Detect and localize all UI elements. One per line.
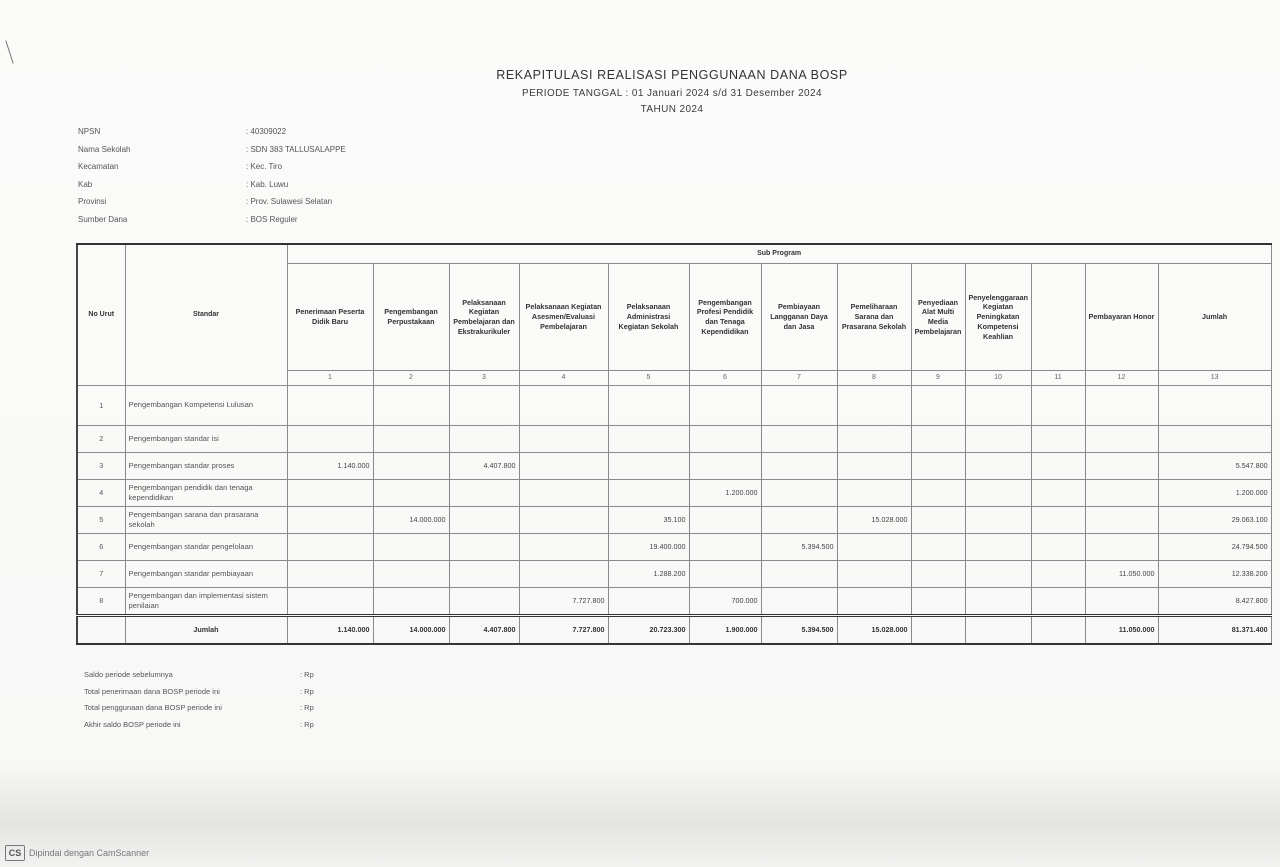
row-standar: Pengembangan standar proses (125, 453, 287, 480)
column-number: 3 (449, 371, 519, 386)
summary-label: Total penerimaan dana BOSP periode ini (84, 686, 220, 696)
row-value (287, 588, 373, 616)
row-value (519, 386, 608, 426)
row-value (1085, 480, 1158, 507)
column-number: 12 (1085, 371, 1158, 386)
row-value: 1.288.200 (608, 561, 689, 588)
total-value (965, 616, 1031, 645)
column-header-standar: Standar (125, 244, 287, 386)
row-number: 3 (77, 453, 125, 480)
column-number: 5 (608, 371, 689, 386)
row-value (449, 386, 519, 426)
row-standar: Pengembangan Kompetensi Lulusan (125, 386, 287, 426)
row-value (449, 588, 519, 616)
row-value (689, 507, 761, 534)
row-value: 700.000 (689, 588, 761, 616)
column-number: 1 (287, 371, 373, 386)
document-period: PERIODE TANGGAL : 01 Januari 2024 s/d 31 Desember 2024 (522, 88, 822, 99)
summary-row-total-received (84, 687, 344, 704)
info-value: : BOS Reguler (246, 214, 298, 224)
row-value (837, 588, 911, 616)
column-header-2: Pengembangan Perpustakaan (373, 264, 449, 371)
total-value: 4.407.800 (449, 616, 519, 645)
row-value (1085, 453, 1158, 480)
row-value (837, 561, 911, 588)
summary-row-ending-balance (84, 720, 344, 737)
row-value: 14.000.000 (373, 507, 449, 534)
row-value (608, 588, 689, 616)
row-value (965, 453, 1031, 480)
balance-summary (84, 670, 344, 736)
info-label: Kab (78, 179, 93, 189)
info-label: Sumber Dana (78, 214, 128, 224)
row-value (373, 453, 449, 480)
row-value (1031, 588, 1085, 616)
total-row (77, 616, 1271, 645)
summary-label: Total penggunaan dana BOSP periode ini (84, 703, 222, 712)
row-standar: Pengembangan standar pengelolaan (125, 534, 287, 561)
total-label: Jumlah (125, 616, 287, 645)
row-value (761, 588, 837, 616)
row-value (449, 561, 519, 588)
row-value (761, 453, 837, 480)
row-value (689, 453, 761, 480)
column-header-6: Pengembangan Profesi Pendidik dan Tenaga Kependidikan (689, 264, 761, 371)
row-value (965, 426, 1031, 453)
row-value (965, 480, 1031, 507)
row-value (287, 426, 373, 453)
column-header-1: Penerimaan Peserta Didik Baru (287, 264, 373, 371)
row-value (689, 534, 761, 561)
row-value (761, 507, 837, 534)
row-number: 5 (77, 507, 125, 534)
table-row (77, 588, 1271, 616)
column-header-9: Penyediaan Alat Multi Media Pembelajaran (911, 264, 965, 371)
row-value (373, 480, 449, 507)
row-value (519, 480, 608, 507)
row-value (1031, 561, 1085, 588)
row-value (287, 534, 373, 561)
info-value: : 40309022 (246, 127, 287, 136)
row-value (837, 534, 911, 561)
row-value (608, 426, 689, 453)
table-row (77, 426, 1271, 453)
row-total (1158, 386, 1271, 426)
row-value (911, 507, 965, 534)
info-value: : Kab. Luwu (246, 179, 289, 189)
row-value (761, 426, 837, 453)
row-value (837, 453, 911, 480)
table-row (77, 507, 1271, 534)
row-value (911, 561, 965, 588)
column-header-8: Pemeliharaan Sarana dan Prasarana Sekolah (837, 264, 911, 371)
row-value (519, 507, 608, 534)
column-number: 10 (965, 371, 1031, 386)
column-header-5: Pelaksanaan Administrasi Kegiatan Sekolah (608, 264, 689, 371)
row-value: 5.394.500 (761, 534, 837, 561)
row-value (837, 480, 911, 507)
row-value: 7.727.800 (519, 588, 608, 616)
row-value (449, 426, 519, 453)
row-value (1031, 534, 1085, 561)
summary-row-total-used (84, 703, 344, 720)
row-number: 7 (77, 561, 125, 588)
row-value (287, 561, 373, 588)
info-label: Kecamatan (78, 162, 119, 172)
info-value: : Kec. Tiro (246, 162, 283, 172)
total-value (911, 616, 965, 645)
row-value (373, 534, 449, 561)
column-header-4: Pelaksanaan Kegiatan Asesmen/Evaluasi Pembelajaran (519, 264, 608, 371)
row-value (911, 386, 965, 426)
row-value (373, 588, 449, 616)
info-row-school-name (78, 145, 478, 163)
table-row (77, 480, 1271, 507)
row-total (1158, 426, 1271, 453)
info-row-regency (78, 180, 478, 198)
row-number: 4 (77, 480, 125, 507)
row-number: 8 (77, 588, 125, 616)
total-value (1031, 616, 1085, 645)
row-value (965, 386, 1031, 426)
info-label: Nama Sekolah (78, 144, 131, 154)
summary-currency: : Rp (300, 719, 314, 729)
info-row-district (78, 162, 478, 180)
info-label: Provinsi (78, 197, 107, 207)
info-value: : Prov. Sulawesi Selatan (246, 197, 333, 207)
row-value (608, 480, 689, 507)
row-number: 1 (77, 386, 125, 426)
column-header-3: Pelaksanaan Kegiatan Pembelajaran dan Ekstrakurikuler (449, 264, 519, 371)
row-value (1085, 507, 1158, 534)
info-row-npsn (78, 127, 478, 145)
column-number: 13 (1158, 371, 1271, 386)
row-value (837, 426, 911, 453)
row-value (449, 507, 519, 534)
column-number: 2 (373, 371, 449, 386)
row-standar: Pengembangan pendidik dan tenaga kependidikan (125, 480, 287, 507)
total-value: 11.050.000 (1085, 616, 1158, 645)
column-number: 9 (911, 371, 965, 386)
row-value (761, 480, 837, 507)
row-standar: Pengembangan dan implementasi sistem penilaian (125, 588, 287, 616)
column-header-7: Pembiayaan Langganan Daya dan Jasa (761, 264, 837, 371)
total-value: 1.140.000 (287, 616, 373, 645)
total-value: 14.000.000 (373, 616, 449, 645)
row-value (911, 426, 965, 453)
summary-currency: : Rp (300, 670, 314, 679)
grand-total-value: 81.371.400 (1158, 616, 1271, 645)
row-value (1085, 588, 1158, 616)
row-value (689, 426, 761, 453)
column-header-11 (1031, 264, 1085, 371)
info-value: : SDN 383 TALLUSALAPPE (246, 144, 346, 154)
row-standar: Pengembangan standar pembiayaan (125, 561, 287, 588)
row-value (965, 534, 1031, 561)
row-value: 4.407.800 (449, 453, 519, 480)
row-value: 1.140.000 (287, 453, 373, 480)
row-value (689, 386, 761, 426)
document-title: REKAPITULASI REALISASI PENGGUNAAN DANA BOSP (496, 68, 848, 82)
row-value (373, 561, 449, 588)
row-standar: Pengembangan sarana dan prasarana sekolah (125, 507, 287, 534)
column-number: 6 (689, 371, 761, 386)
row-value (761, 386, 837, 426)
row-value (373, 426, 449, 453)
row-value (911, 534, 965, 561)
recap-table (76, 243, 1272, 645)
column-header-12: Pembayaran Honor (1085, 264, 1158, 371)
total-value: 1.900.000 (689, 616, 761, 645)
row-total: 29.063.100 (1158, 507, 1271, 534)
row-number: 6 (77, 534, 125, 561)
row-value (689, 561, 761, 588)
row-value (965, 588, 1031, 616)
table-row (77, 453, 1271, 480)
column-header-no: No Urut (77, 244, 125, 386)
row-value: 15.028.000 (837, 507, 911, 534)
row-total: 24.794.500 (1158, 534, 1271, 561)
row-value (608, 386, 689, 426)
row-total: 5.547.800 (1158, 453, 1271, 480)
column-number: 7 (761, 371, 837, 386)
total-value: 15.028.000 (837, 616, 911, 645)
camscanner-watermark (5, 845, 149, 861)
column-number: 8 (837, 371, 911, 386)
row-value (373, 386, 449, 426)
total-value: 5.394.500 (761, 616, 837, 645)
info-label: NPSN (78, 127, 101, 136)
column-header-13: Jumlah (1158, 264, 1271, 371)
row-value (449, 480, 519, 507)
row-value (519, 534, 608, 561)
group-header-sub-program: Sub Program (287, 244, 1271, 264)
document-header (372, 68, 972, 115)
info-row-province (78, 197, 478, 215)
row-total: 8.427.800 (1158, 588, 1271, 616)
row-value (1085, 386, 1158, 426)
row-value (1031, 480, 1085, 507)
column-number: 11 (1031, 371, 1085, 386)
camscanner-text: Dipindai dengan CamScanner (29, 848, 150, 858)
row-value (837, 386, 911, 426)
row-number: 2 (77, 426, 125, 453)
row-value (1031, 426, 1085, 453)
summary-row-previous-balance (84, 670, 344, 687)
summary-currency: : Rp (300, 686, 314, 696)
total-value: 20.723.300 (608, 616, 689, 645)
row-value: 11.050.000 (1085, 561, 1158, 588)
column-number: 4 (519, 371, 608, 386)
column-header-10: Penyelenggaraan Kegiatan Peningkatan Kompetensi Keahlian (965, 264, 1031, 371)
row-value (287, 480, 373, 507)
summary-label: Saldo periode sebelumnya (84, 670, 173, 679)
total-value: 7.727.800 (519, 616, 608, 645)
row-standar: Pengembangan standar isi (125, 426, 287, 453)
school-info (78, 127, 478, 233)
camscanner-logo-icon: CS (5, 845, 25, 861)
row-value (519, 426, 608, 453)
row-total: 1.200.000 (1158, 480, 1271, 507)
row-value: 19.400.000 (608, 534, 689, 561)
row-value (1031, 386, 1085, 426)
total-blank (77, 616, 125, 645)
row-value (1085, 534, 1158, 561)
row-value (965, 507, 1031, 534)
row-value (911, 480, 965, 507)
row-value (965, 561, 1031, 588)
row-value (911, 588, 965, 616)
row-value (449, 534, 519, 561)
row-value (287, 386, 373, 426)
row-value (1085, 426, 1158, 453)
row-value (761, 561, 837, 588)
row-value (519, 561, 608, 588)
row-value (608, 453, 689, 480)
row-value (1031, 507, 1085, 534)
row-total: 12.338.200 (1158, 561, 1271, 588)
document-year: TAHUN 2024 (640, 104, 704, 115)
info-row-fund-source (78, 215, 478, 233)
table-row (77, 561, 1271, 588)
row-value (519, 453, 608, 480)
table-row (77, 534, 1271, 561)
row-value: 1.200.000 (689, 480, 761, 507)
summary-currency: : Rp (300, 703, 314, 712)
row-value (1031, 453, 1085, 480)
table-row (77, 386, 1271, 426)
summary-label: Akhir saldo BOSP periode ini (84, 719, 181, 729)
row-value: 35.100 (608, 507, 689, 534)
row-value (911, 453, 965, 480)
row-value (287, 507, 373, 534)
